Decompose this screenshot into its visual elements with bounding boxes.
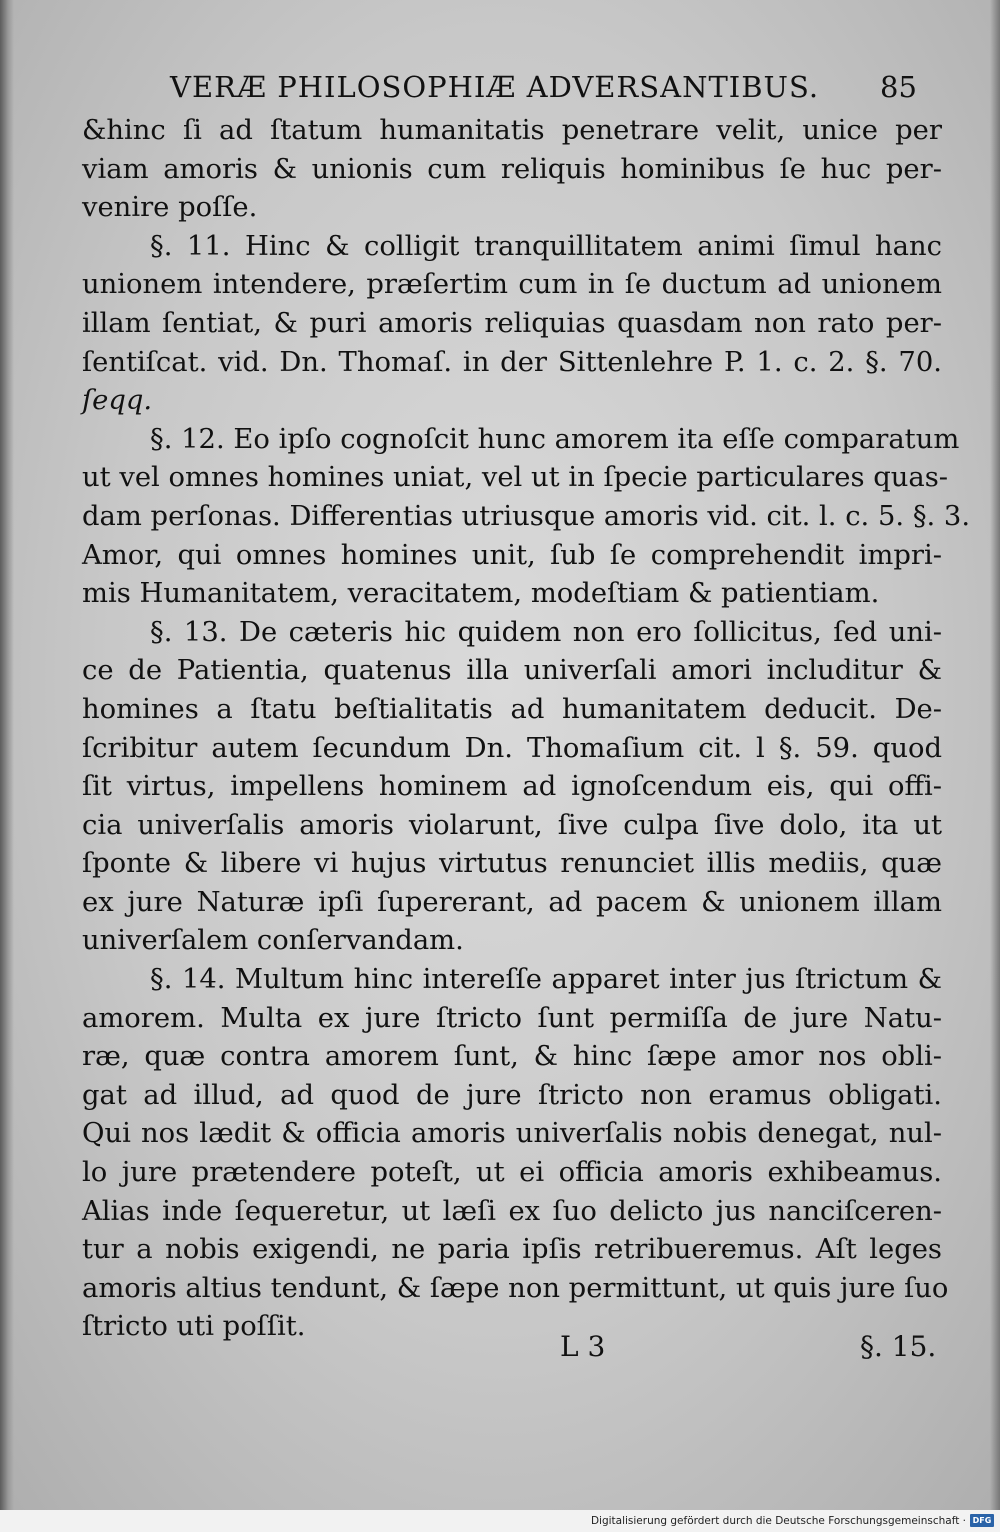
text-line: Qui nos lædit & officia amoris univerſalis nobis denegat, nul- [82,1118,942,1150]
text-line: Amor, qui omnes homines unit, ſub ſe comprehendit impri- [82,539,942,571]
text-line: amorem. Multa ex jure ſtricto ſunt permiſſa de jure Natu- [82,1002,942,1034]
text-line: ræ, quæ contra amorem ſunt, & hinc ſæpe amor nos obli- [82,1041,942,1073]
dfg-logo-icon: DFG [970,1514,994,1527]
digitization-credit-bar [0,1510,1000,1532]
text-line: ut vel omnes homines uniat, vel ut in ſpecie particulares quas- [82,462,949,494]
text-line: illam ſentiat, & puri amoris reliquias quasdam non rato per- [82,307,942,339]
text-line: viam amoris & unionis cum reliquis hominibus ſe huc per- [82,153,942,185]
text-line: mis Humanitatem, veracitatem, modeſtiam & patientiam. [82,578,880,610]
text-line: ſponte & libere vi hujus virtutus renunciet illis mediis, quæ [82,848,942,880]
paragraph-11-start: §. 11. Hinc & colligit tranquillitatem animi ſimul hanc [150,230,942,262]
text-line: unionem intendere, præſertim cum in ſe ductum ad unionem [82,269,942,301]
signature-mark: L 3 [560,1330,606,1363]
text-line: ſentiſcat. vid. Dn. Thomaſ. in der Sittenlehre P. 1. c. 2. §. 70. [82,346,942,378]
text-line: lo jure prætendere poteſt, ut ei officia amoris exhibeamus. [82,1157,942,1189]
text-line: gat ad illud, ad quod de jure ſtricto non eramus obligati. [82,1079,942,1111]
text-line: ſtricto uti poſſit. [82,1311,306,1343]
text-line: ſit virtus, impellens hominem ad ignoſcendum eis, qui offi- [82,771,942,803]
page-number: 85 [880,70,917,104]
text-line: ſeqq. [82,385,153,417]
running-title: VERÆ PHILOSOPHIÆ ADVERSANTIBUS. [170,70,820,104]
page-edge-shadow-right [990,0,1000,1510]
text-line: univerſalem conſervandam. [82,925,464,957]
paragraph-14-start: §. 14. Multum hinc intereſſe apparet inter jus ſtrictum & [150,964,942,996]
digitization-credit: Digitalisierung gefördert durch die Deutsche Forschungsgemeinschaft · [590,1515,966,1527]
text-line: &hinc ſi ad ſtatum humanitatis penetrare velit, unice per [82,115,942,146]
catchword: §. 15. [860,1330,937,1363]
text-line: amoris altius tendunt, & ſæpe non permittunt, ut quis jure ſuo [82,1272,949,1304]
text-line: cia univerſalis amoris violarunt, ſive culpa ſive dolo, ita ut [82,809,942,841]
body-text [82,112,971,1347]
text-line: homines a ſtatu beſtialitatis ad humanitatem deducit. De- [82,693,942,725]
text-line: dam perſonas. Differentias utriusque amoris vid. cit. l. c. 5. §. 3. [82,500,971,532]
paragraph-12-start: §. 12. Eo ipſo cognoſcit hunc amorem ita eſſe comparatum [150,423,960,455]
text-line: venire poſſe. [82,192,258,224]
text-line: ſcribitur autem ſecundum Dn. Thomaſium cit. l §. 59. quod [82,732,942,764]
text-line: ex jure Naturæ ipſi ſupererant, ad pacem & unionem illam [82,886,942,918]
text-line: Alias inde ſequeretur, ut læſi ex ſuo delicto jus nanciſceren- [82,1195,942,1227]
text-line: ce de Patientia, quatenus illa univerſali amori includitur & [82,655,942,687]
text-line: tur a nobis exigendi, ne paria ipſis retribueremus. Aſt leges [82,1234,942,1266]
page-edge-shadow-left [0,0,14,1510]
paragraph-13-start: §. 13. De cæteris hic quidem non ero ſollicitus, ſed uni- [150,616,942,648]
